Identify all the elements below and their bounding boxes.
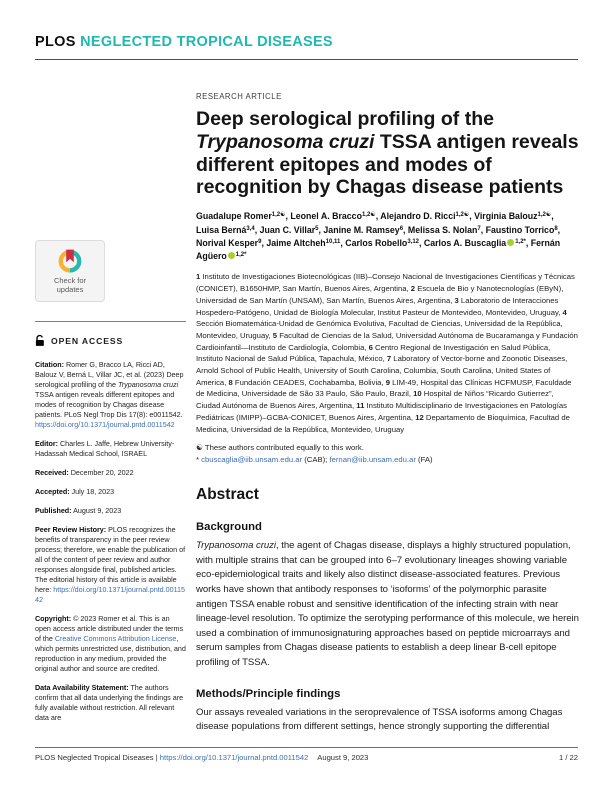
author: Carlos A. Buscaglia $^{1,2*}$,	[423, 237, 531, 248]
abstract-heading: Abstract	[196, 486, 259, 504]
page-footer	[35, 747, 578, 762]
affiliation: 5 Facultad de Ciencias de la Salud, Universidad Autónoma de Bucaramanga y Fundación Cardioinfantil—Instituto de Cardiología, Colombia,	[196, 330, 578, 352]
article-title: Deep serological profiling of the Trypanosoma cruzi TSSA antigen reveals different epitopes and modes of recognition by Chagas disease patients	[196, 108, 579, 199]
author-name: Jaime Altcheh	[266, 237, 326, 248]
methods-heading: Methods/Principle findings	[196, 687, 341, 700]
background-paragraph: Trypanosoma cruzi, the agent of Chagas disease, displays a highly structured population, with multiple strains that can be grouped into 6–7 evolutionary lineages showing variable eco-epidemiological traits and likely also distinct disease-associated features. Previous works have shown that antibody responses to ‘isoforms’ of the polymorphic parasite antigen TSSA enable robust and sensitive identification of the infecting strain with near lineage-level resolution. To optimize the serotyping performance of this molecule, we herein used a combination of immunosignaturing approaches based on peptide microarrays and serum samples from Chagas disease patients to establish a deep linear B-cell epitope profiling of TSSA.	[196, 540, 579, 669]
author-name: Janine M. Ramsey	[323, 224, 400, 235]
affiliation-number: 3	[454, 295, 459, 305]
affiliation-number: 2	[410, 284, 416, 294]
cc-license-link[interactable]: Creative Commons Attribution License	[54, 634, 177, 643]
affiliation-number: 10	[413, 389, 422, 399]
footer-journal: PLOS Neglected Tropical Diseases |	[35, 753, 160, 762]
open-access-label: OPEN ACCESS	[51, 335, 124, 346]
author: Faustino Torrico$^8$,	[485, 224, 561, 235]
received-note: Received: December 20, 2022	[35, 468, 134, 477]
affiliation-number: 11	[356, 401, 365, 411]
affiliation: 10 Hospital de Niños “Ricardo Gutierrez”, Ciudad Autónoma de Buenos Aires, Argentina,	[196, 389, 554, 411]
copyright-label: Copyright:	[35, 614, 72, 623]
citation-doi-link[interactable]: https://doi.org/10.1371/journal.pntd.0011542	[35, 420, 175, 429]
author-name: Luisa Berná	[196, 224, 247, 235]
author-affiliation-sup: 3,12	[407, 238, 419, 245]
affiliation-number: 6	[368, 342, 373, 352]
author-affiliation-sup: 5	[315, 225, 319, 232]
author-name: Virginia Balouz	[474, 211, 538, 222]
article-type-label: RESEARCH ARTICLE	[196, 92, 282, 101]
author-affiliation-sup: 9	[258, 238, 262, 245]
author-name: Guadalupe Romer	[196, 211, 272, 222]
author-name: Carlos Robello	[345, 237, 408, 248]
sidebar-divider	[35, 321, 186, 322]
author-affiliation-sup: 6	[399, 225, 404, 232]
author-affiliation-sup: 1,2☯	[271, 212, 286, 219]
correspondence-note: * cbuscaglia@iib.unsam.edu.ar (CAB); fernan@iib.unsam.edu.ar (FA)	[196, 454, 433, 464]
author-affiliation-sup: 1,2☯	[361, 212, 376, 219]
peer-review-note: Peer Review History: PLOS recognizes the benefits of transparency in the peer review process; therefore, we enable the publication of all of the content of peer review and author responses alongside final, published articles. The editorial history of this article is available here: https://doi.org/10.1371/journal.pntd.0011542	[35, 525, 186, 604]
affiliation-number: 1	[196, 272, 201, 282]
author-name: Norival Kesper	[196, 237, 259, 248]
article-main	[196, 92, 579, 735]
author-affiliation-sup: 7	[477, 225, 481, 232]
author: Alejandro D. Ricci$^{1,2☯}$,	[380, 211, 475, 222]
affiliation: 3 Laboratorio de Interacciones Hospedero-Patógeno, Unidad de Biología Molecular, Institut Pasteur de Montevideo, Montevideo, Uruguay,	[196, 295, 563, 317]
author-affiliation-sup: 10,11	[325, 238, 341, 245]
accepted-label: Accepted:	[35, 487, 70, 496]
sidebar	[35, 240, 186, 732]
orcid-icon[interactable]	[228, 252, 235, 259]
check-for-updates-label: Check for updates	[53, 275, 87, 294]
species-name: Trypanosoma cruzi	[117, 380, 179, 389]
species-name: Trypanosoma cruzi	[196, 130, 375, 153]
affiliation: 11 Instituto Multidisciplinario de Investigaciones en Patologías Pediátricas (IMIPP)–GCBA-CONICET, Buenos Aires, Argentina,	[196, 401, 567, 422]
copyright-note: Copyright: © 2023 Romer et al. This is an open access article distributed under the terms of the Creative Commons Attribution License, which permits unrestricted use, distribution, and reproduction in any medium, provided the original author and source are credited.	[35, 614, 186, 673]
author-name: Juan C. Villar	[259, 224, 316, 235]
corresponding-email-1[interactable]: cbuscaglia@iib.unsam.edu.ar	[201, 454, 303, 464]
data-availability-label: Data Availability Statement:	[35, 683, 129, 692]
peer-review-label: Peer Review History:	[35, 525, 107, 534]
open-lock-icon	[35, 334, 46, 347]
affiliation: 6 Centro Regional de Investigación en Salud Pública, Instituto Nacional de Salud Pública, Tapachula, México,	[196, 342, 551, 364]
published-note: Published: August 9, 2023	[35, 506, 122, 515]
crossmark-icon	[57, 248, 83, 274]
author-affiliation-sup: 1,2*	[515, 238, 526, 245]
published-label: Published:	[35, 506, 72, 515]
accepted-note: Accepted: July 18, 2023	[35, 487, 115, 496]
journal-header	[35, 33, 578, 60]
author-affiliation-sup: 1,2☯	[537, 212, 552, 219]
peer-review-doi-link[interactable]: https://doi.org/10.1371/journal.pntd.0011542	[35, 585, 185, 604]
check-for-updates-button[interactable]	[35, 240, 105, 302]
affiliation: 4 Sección Biomatemática-Unidad de Genómica Evolutiva, Facultad de Ciencias, Universidad de la República, Montevideo, Uruguay,	[196, 307, 567, 340]
affiliation: 7 Laboratory of Vector-borne and Zoonotic Diseases, Arnold School of Public Health, University of South Carolina, Columbia, South Carolina, United States of America,	[196, 354, 568, 387]
plos-logo: PLOS	[35, 34, 76, 50]
author: Carlos Robello$^{3,12}$,	[345, 237, 424, 248]
author: Jaime Altcheh$^{10,11}$,	[266, 237, 346, 248]
footer-doi-link[interactable]: https://doi.org/10.1371/journal.pntd.0011542	[159, 753, 309, 762]
editor-note: Editor: Charles L. Jaffe, Hebrew University-Hadassah Medical School, ISRAEL	[35, 439, 175, 458]
background-heading: Background	[196, 521, 262, 534]
page-number: 1 / 22	[559, 753, 578, 762]
author-name: Carlos A. Buscaglia	[423, 237, 507, 248]
author-affiliation-sup: 1,2*	[235, 252, 247, 259]
affiliation: 1 Instituto de Investigaciones Biotecnológicas (IIB)–Consejo Nacional de Investigaciones Científicas y Técnicas (CONICET), B1650HMP, San Martín, Buenos Aires, Argentina,	[196, 272, 575, 294]
citation-label: Citation:	[35, 360, 64, 369]
author: Melissa S. Nolan$^7$,	[407, 224, 486, 235]
species-name: Trypanosoma cruzi	[196, 540, 277, 552]
author: Leonel A. Bracco$^{1,2☯}$,	[290, 211, 381, 222]
author-name: Melissa S. Nolan	[407, 224, 478, 235]
author-name: Alejandro D. Ricci	[380, 211, 456, 222]
affiliation: 12 Departamento de Bioquímica, Facultad de Medicina, Universidad de la República, Montevideo, Uruguay	[196, 412, 570, 434]
author: Guadalupe Romer$^{1,2☯}$,	[196, 211, 291, 222]
equal-contribution-note: ☯ These authors contributed equally to this work.	[196, 443, 364, 453]
open-access-row	[35, 334, 186, 347]
author-name: Fernán Agüero	[196, 237, 561, 262]
corresponding-email-2[interactable]: fernan@iib.unsam.edu.ar	[329, 454, 416, 464]
journal-name: NEGLECTED TROPICAL DISEASES	[80, 34, 333, 50]
affiliations	[196, 271, 579, 435]
affiliation-number: 4	[562, 307, 567, 317]
affiliation-number: 8	[228, 377, 233, 387]
editor-label: Editor:	[35, 439, 59, 448]
affiliation-number: 9	[385, 377, 391, 387]
author: Luisa Berná$^{3,4}$,	[196, 224, 260, 235]
data-availability-note: Data Availability Statement: The authors confirm that all data underlying the findings are fully available without restriction. All relevant data are	[35, 683, 184, 722]
author-affiliation-sup: 1,2☯	[455, 212, 470, 219]
orcid-icon[interactable]	[507, 239, 514, 246]
citation-note: Citation: Romer G, Bracco LA, Ricci AD, Balouz V, Berná L, Villar JC, et al. (2023) Deep serological profiling of the Trypanosoma cruzi TSSA antigen reveals different epitopes and modes of recognition by Chagas disease patients. PLoS Negl Trop Dis 17(8): e0011542. https://doi.org/10.1371/journal.pntd.0011542	[35, 360, 184, 429]
affiliation: 2 Escuela de Bio y Nanotecnologías (EByN), Universidad de San Martín (UNSAM), San Martín, Buenos Aires, Argentina,	[196, 284, 564, 305]
author-list	[196, 209, 579, 262]
footer-left	[35, 753, 368, 762]
author-affiliation-sup: 3,4	[246, 225, 255, 232]
author: Norival Kesper$^9$,	[196, 237, 267, 248]
author-name: Faustino Torrico	[485, 224, 555, 235]
footer-date: August 9, 2023	[317, 753, 369, 762]
received-label: Received:	[35, 468, 69, 477]
author: Juan C. Villar$^5$,	[259, 224, 324, 235]
affiliation: 9 LIM-49, Hospital das Clínicas HCFMUSP, Faculdade de Medicina, Universidade de São 33 Paulo, São Paulo, Brazil,	[196, 377, 572, 399]
author: Virginia Balouz$^{1,2☯}$,	[474, 211, 554, 222]
author-name: Leonel A. Bracco	[290, 211, 362, 222]
author: Janine M. Ramsey$^6$,	[323, 224, 408, 235]
affiliation-number: 5	[272, 330, 278, 340]
author-affiliation-sup: 8	[554, 225, 558, 232]
methods-paragraph: Our assays revealed variations in the seroprevalence of TSSA isoforms among Chagas disease populations from different settings, hence strongly supporting the differential	[196, 706, 563, 733]
affiliation: 8 Fundación CEADES, Cochabamba, Bolivia,	[228, 377, 386, 387]
affiliation-number: 7	[386, 354, 392, 364]
affiliation-number: 12	[415, 412, 424, 422]
